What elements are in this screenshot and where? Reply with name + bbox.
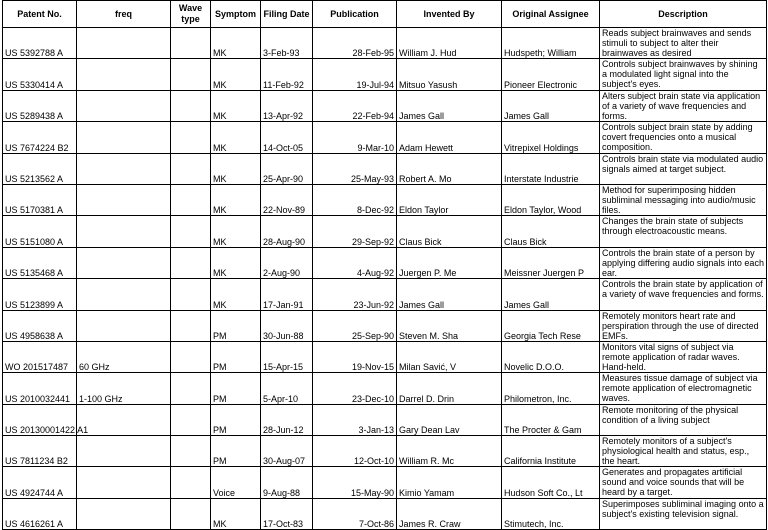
wave-type-cell xyxy=(171,467,211,498)
inventor-cell: Milan Savić, V xyxy=(397,341,502,372)
filing-date-cell: 17-Oct-83 xyxy=(261,498,313,529)
patent-cell: US 20130001422 A1 xyxy=(3,404,77,435)
wave-type-cell xyxy=(171,216,211,247)
description-cell: Changes the brain state of subjects through electroacoustic means. xyxy=(600,216,767,247)
filing-date-cell: 9-Aug-88 xyxy=(261,467,313,498)
symptom-cell: MK xyxy=(211,216,261,247)
wave-type-cell xyxy=(171,373,211,404)
description-cell: Controls subject brain state by adding covert frequencies onto a musical composition. xyxy=(600,122,767,153)
assignee-cell: Meissner Juergen P xyxy=(502,247,600,278)
wave-type-cell xyxy=(171,341,211,372)
publication-cell: 19-Nov-15 xyxy=(313,341,397,372)
filing-date-cell: 5-Apr-10 xyxy=(261,373,313,404)
header-filing-date: Filing Date xyxy=(261,1,313,28)
publication-cell: 7-Oct-86 xyxy=(313,498,397,529)
description-cell: Controls brain state via modulated audio signals aimed at target subject. xyxy=(600,153,767,184)
patent-table xyxy=(2,0,767,530)
table-row xyxy=(3,498,767,529)
freq-cell xyxy=(77,467,171,498)
inventor-cell: William R. Mc xyxy=(397,436,502,467)
filing-date-cell: 17-Jan-91 xyxy=(261,279,313,310)
description-cell: Remotely monitors of a subject's physiological health and status, esp., the heart. xyxy=(600,436,767,467)
publication-cell: 23-Jun-92 xyxy=(313,279,397,310)
assignee-cell: Georgia Tech Rese xyxy=(502,310,600,341)
freq-cell: 1-100 GHz xyxy=(77,373,171,404)
symptom-cell: PM xyxy=(211,436,261,467)
freq-cell xyxy=(77,28,171,59)
patent-cell: US 4924744 A xyxy=(3,467,77,498)
patent-cell: US 7811234 B2 xyxy=(3,436,77,467)
table-row xyxy=(3,28,767,59)
inventor-cell: Darrel D. Drin xyxy=(397,373,502,404)
patent-cell: US 5289438 A xyxy=(3,90,77,121)
header-freq: freq xyxy=(77,1,171,28)
filing-date-cell: 30-Aug-07 xyxy=(261,436,313,467)
assignee-cell: California Institute xyxy=(502,436,600,467)
filing-date-cell: 14-Oct-05 xyxy=(261,122,313,153)
assignee-cell: Vitrepixel Holdings xyxy=(502,122,600,153)
filing-date-cell: 22-Nov-89 xyxy=(261,184,313,215)
table-row xyxy=(3,404,767,435)
publication-cell: 22-Feb-94 xyxy=(313,90,397,121)
inventor-cell: Eldon Taylor xyxy=(397,184,502,215)
assignee-cell: Eldon Taylor, Wood xyxy=(502,184,600,215)
wave-type-cell xyxy=(171,28,211,59)
publication-cell: 9-Mar-10 xyxy=(313,122,397,153)
description-cell: Measures tissue damage of subject via remote application of electromagnetic waves. xyxy=(600,373,767,404)
symptom-cell: PM xyxy=(211,341,261,372)
publication-cell: 23-Dec-10 xyxy=(313,373,397,404)
publication-cell: 29-Sep-92 xyxy=(313,216,397,247)
publication-cell: 25-Sep-90 xyxy=(313,310,397,341)
table-row xyxy=(3,59,767,90)
header-wave-type: Wave type xyxy=(171,1,211,28)
freq-cell xyxy=(77,404,171,435)
inventor-cell: Claus Bick xyxy=(397,216,502,247)
symptom-cell: MK xyxy=(211,122,261,153)
freq-cell xyxy=(77,122,171,153)
freq-cell xyxy=(77,184,171,215)
symptom-cell: PM xyxy=(211,310,261,341)
header-symptom: Symptom xyxy=(211,1,261,28)
publication-cell: 25-May-93 xyxy=(313,153,397,184)
description-cell: Controls subject brainwaves by shining a modulated light signal into the subject's eyes. xyxy=(600,59,767,90)
description-cell: Superimposes subliminal imaging onto a subject's existing television signal. xyxy=(600,498,767,529)
description-cell: Alters subject brain state via application of a variety of wave frequencies and forms. xyxy=(600,90,767,121)
inventor-cell: Robert A. Mo xyxy=(397,153,502,184)
header-patent: Patent No. xyxy=(3,1,77,28)
freq-cell xyxy=(77,498,171,529)
filing-date-cell: 3-Feb-93 xyxy=(261,28,313,59)
assignee-cell: James Gall xyxy=(502,279,600,310)
patent-cell: WO 201517487 xyxy=(3,341,77,372)
patent-cell: US 4616261 A xyxy=(3,498,77,529)
symptom-cell: MK xyxy=(211,184,261,215)
freq-cell xyxy=(77,216,171,247)
table-row xyxy=(3,279,767,310)
description-cell: Remotely monitors heart rate and perspiration through the use of directed EMFs. xyxy=(600,310,767,341)
symptom-cell: PM xyxy=(211,404,261,435)
filing-date-cell: 28-Jun-12 xyxy=(261,404,313,435)
patent-cell: US 5135468 A xyxy=(3,247,77,278)
patent-cell: US 5170381 A xyxy=(3,184,77,215)
table-row xyxy=(3,247,767,278)
wave-type-cell xyxy=(171,310,211,341)
publication-cell: 19-Jul-94 xyxy=(313,59,397,90)
wave-type-cell xyxy=(171,59,211,90)
patent-cell: US 5330414 A xyxy=(3,59,77,90)
description-cell: Method for superimposing hidden subliminal messaging into audio/music files. xyxy=(600,184,767,215)
inventor-cell: Adam Hewett xyxy=(397,122,502,153)
wave-type-cell xyxy=(171,404,211,435)
freq-cell xyxy=(77,90,171,121)
symptom-cell: MK xyxy=(211,279,261,310)
patent-cell: US 2010032441 xyxy=(3,373,77,404)
inventor-cell: Mitsuo Yasush xyxy=(397,59,502,90)
freq-cell xyxy=(77,279,171,310)
wave-type-cell xyxy=(171,247,211,278)
freq-cell xyxy=(77,436,171,467)
symptom-cell: MK xyxy=(211,247,261,278)
assignee-cell: Philometron, Inc. xyxy=(502,373,600,404)
wave-type-cell xyxy=(171,153,211,184)
table-row xyxy=(3,341,767,372)
inventor-cell: Kimio Yamam xyxy=(397,467,502,498)
table-row xyxy=(3,90,767,121)
symptom-cell: MK xyxy=(211,59,261,90)
table-row xyxy=(3,184,767,215)
publication-cell: 12-Oct-10 xyxy=(313,436,397,467)
publication-cell: 28-Feb-95 xyxy=(313,28,397,59)
inventor-cell: James R. Craw xyxy=(397,498,502,529)
inventor-cell: Gary Dean Lav xyxy=(397,404,502,435)
filing-date-cell: 15-Apr-15 xyxy=(261,341,313,372)
freq-cell: 60 GHz xyxy=(77,341,171,372)
publication-cell: 8-Dec-92 xyxy=(313,184,397,215)
freq-cell xyxy=(77,59,171,90)
assignee-cell: Hudson Soft Co., Lt xyxy=(502,467,600,498)
wave-type-cell xyxy=(171,184,211,215)
wave-type-cell xyxy=(171,90,211,121)
symptom-cell: MK xyxy=(211,498,261,529)
header-publication: Publication xyxy=(313,1,397,28)
table-row xyxy=(3,153,767,184)
filing-date-cell: 2-Aug-90 xyxy=(261,247,313,278)
patent-cell: US 5392788 A xyxy=(3,28,77,59)
publication-cell: 4-Aug-92 xyxy=(313,247,397,278)
description-cell: Monitors vital signs of subject via remote application of radar waves. Hand-held. xyxy=(600,341,767,372)
patent-cell: US 7674224 B2 xyxy=(3,122,77,153)
table-row xyxy=(3,373,767,404)
wave-type-cell xyxy=(171,122,211,153)
header-description: Description xyxy=(600,1,767,28)
patent-cell: US 5213562 A xyxy=(3,153,77,184)
assignee-cell: Pioneer Electronic xyxy=(502,59,600,90)
publication-cell: 15-May-90 xyxy=(313,467,397,498)
table-row xyxy=(3,122,767,153)
patent-cell: US 5151080 A xyxy=(3,216,77,247)
freq-cell xyxy=(77,310,171,341)
inventor-cell: Steven M. Sha xyxy=(397,310,502,341)
table-row xyxy=(3,216,767,247)
symptom-cell: Voice xyxy=(211,467,261,498)
header-invented-by: Invented By xyxy=(397,1,502,28)
wave-type-cell xyxy=(171,279,211,310)
wave-type-cell xyxy=(171,436,211,467)
table-row xyxy=(3,436,767,467)
symptom-cell: PM xyxy=(211,373,261,404)
symptom-cell: MK xyxy=(211,28,261,59)
filing-date-cell: 25-Apr-90 xyxy=(261,153,313,184)
table-body xyxy=(3,28,767,530)
filing-date-cell: 13-Apr-92 xyxy=(261,90,313,121)
header-original-assignee: Original Assignee xyxy=(502,1,600,28)
symptom-cell: MK xyxy=(211,90,261,121)
assignee-cell: Claus Bick xyxy=(502,216,600,247)
inventor-cell: James Gall xyxy=(397,279,502,310)
table-row xyxy=(3,310,767,341)
filing-date-cell: 30-Jun-88 xyxy=(261,310,313,341)
freq-cell xyxy=(77,247,171,278)
patent-cell: US 4958638 A xyxy=(3,310,77,341)
description-cell: Controls the brain state by application of a variety of wave frequencies and forms. xyxy=(600,279,767,310)
assignee-cell: Hudspeth; William xyxy=(502,28,600,59)
assignee-cell: Stimutech, Inc. xyxy=(502,498,600,529)
publication-cell: 3-Jan-13 xyxy=(313,404,397,435)
patent-cell: US 5123899 A xyxy=(3,279,77,310)
filing-date-cell: 28-Aug-90 xyxy=(261,216,313,247)
filing-date-cell: 11-Feb-92 xyxy=(261,59,313,90)
assignee-cell: Novelic D.O.O. xyxy=(502,341,600,372)
description-cell: Generates and propagates artificial sound and voice sounds that will be heard by a target. xyxy=(600,467,767,498)
wave-type-cell xyxy=(171,498,211,529)
assignee-cell: The Procter & Gam xyxy=(502,404,600,435)
assignee-cell: James Gall xyxy=(502,90,600,121)
inventor-cell: William J. Hud xyxy=(397,28,502,59)
description-cell: Remote monitoring of the physical condition of a living subject xyxy=(600,404,767,435)
inventor-cell: James Gall xyxy=(397,90,502,121)
symptom-cell: MK xyxy=(211,153,261,184)
header-row xyxy=(3,1,767,28)
freq-cell xyxy=(77,153,171,184)
table-row xyxy=(3,467,767,498)
description-cell: Reads subject brainwaves and sends stimuli to subject to alter their brainwaves as desired xyxy=(600,28,767,59)
description-cell: Controls the brain state of a person by applying differing audio signals into each ear. xyxy=(600,247,767,278)
assignee-cell: Interstate Industrie xyxy=(502,153,600,184)
inventor-cell: Juergen P. Me xyxy=(397,247,502,278)
